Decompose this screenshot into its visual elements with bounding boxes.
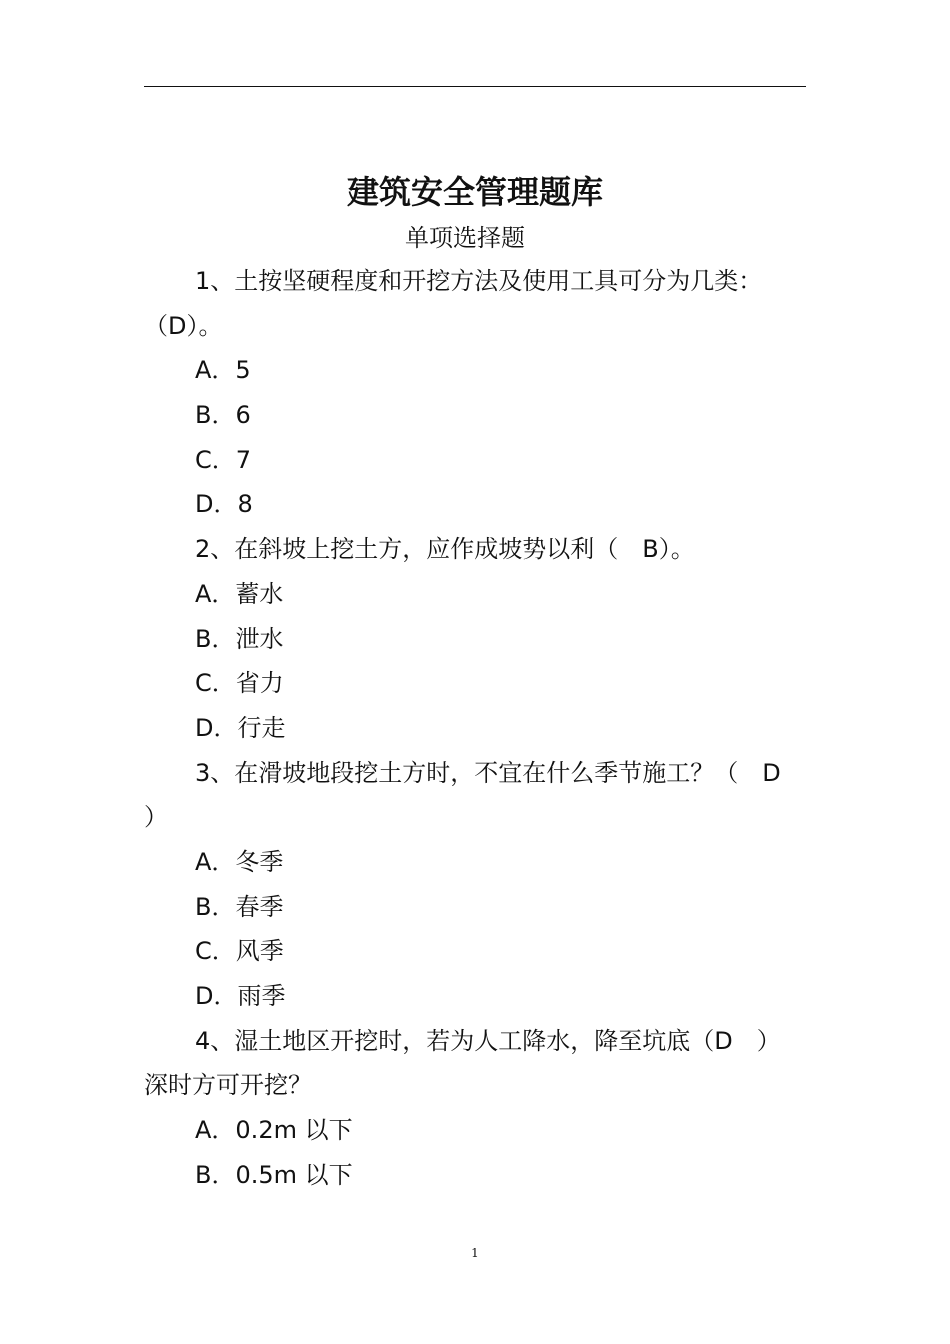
question-2-option-c: C．省力 — [195, 669, 284, 698]
section-subtitle: 单项选择题 — [405, 224, 525, 252]
question-4-option-a: A．0.2m 以下 — [195, 1116, 353, 1145]
question-2-option-d: D．行走 — [195, 713, 286, 742]
question-4-option-b: B．0.5m 以下 — [195, 1160, 353, 1189]
question-1-stem: 1、土按坚硬程度和开挖方法及使用工具可分为几类： — [195, 267, 763, 295]
page-number: 1 — [471, 1246, 479, 1260]
document-title: 建筑安全管理题库 — [346, 173, 603, 211]
question-1-option-a: A．5 — [195, 356, 251, 385]
header-rule — [144, 86, 806, 87]
question-3-option-c: C．风季 — [195, 937, 284, 966]
question-list — [144, 259, 806, 1197]
question-2-stem: 2、在斜坡上挖土方，应作成坡势以利（ B）。 — [195, 535, 695, 564]
question-3-option-a: A．冬季 — [195, 847, 284, 876]
question-2-option-a: A．蓄水 — [195, 579, 284, 608]
question-3-stem: 3、在滑坡地段挖土方时，不宜在什么季节施工？（ D — [195, 758, 781, 787]
question-4-stem: 4、湿土地区开挖时，若为人工降水，降至坑底（D ） — [195, 1026, 781, 1055]
question-1-option-c: C．7 — [195, 445, 252, 474]
question-1-option-d: D．8 — [195, 490, 253, 519]
question-4-stem-continued: 深时方可开挖？ — [144, 1071, 312, 1100]
question-1-option-b: B．6 — [195, 401, 251, 430]
question-3-option-b: B．春季 — [195, 892, 284, 921]
question-2-option-b: B．泄水 — [195, 624, 284, 653]
question-1-stem-continued: （D）。 — [144, 311, 223, 340]
question-3-stem-continued: ） — [144, 803, 168, 832]
question-3-option-d: D．雨季 — [195, 982, 286, 1010]
